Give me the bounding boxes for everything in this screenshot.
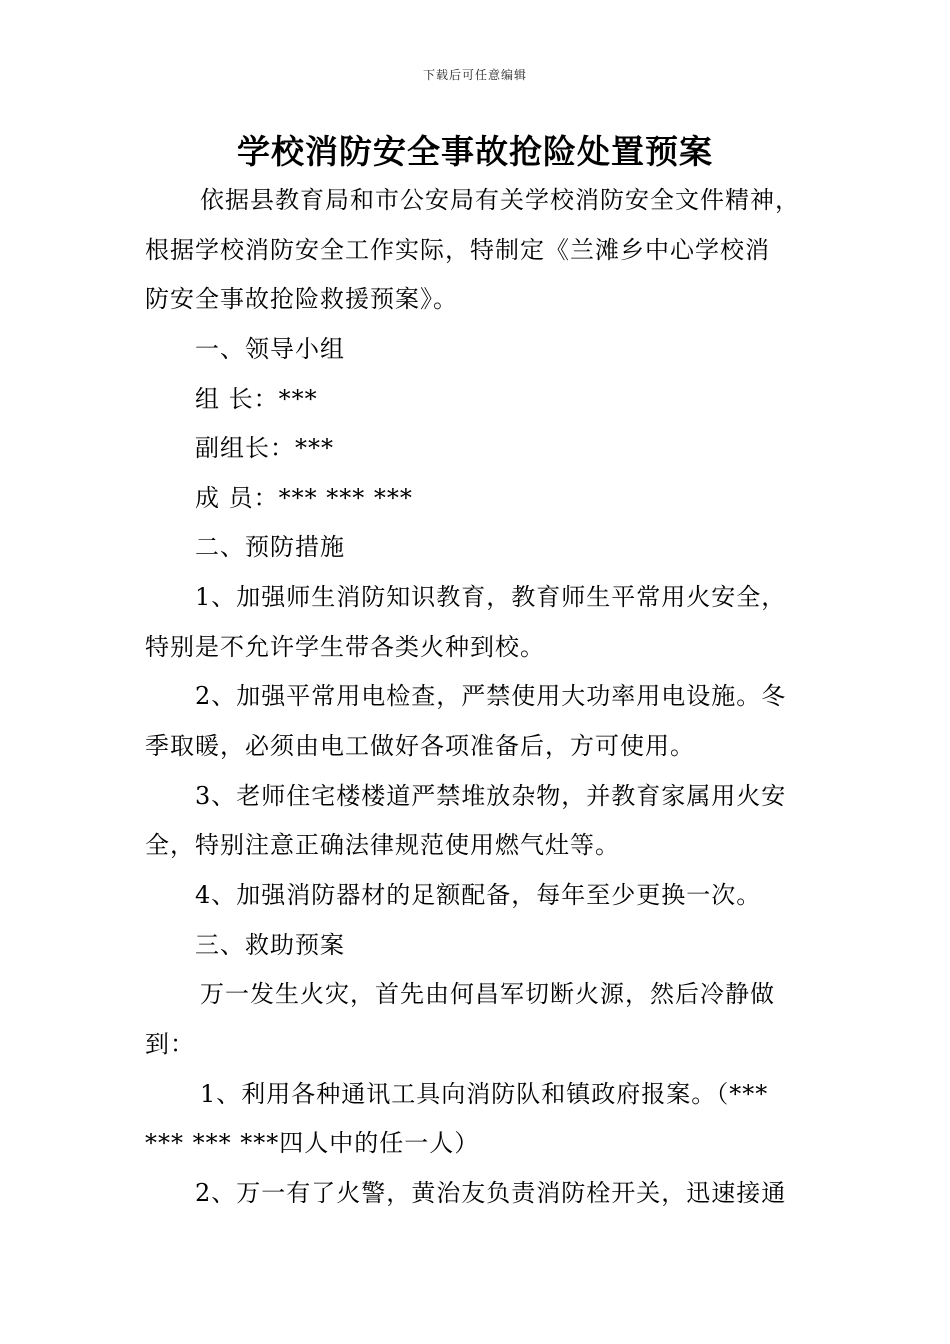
paragraph-line: 根据学校消防安全工作实际，特制定《兰滩乡中心学校消 bbox=[145, 236, 770, 264]
paragraph-line: 季取暖，必须由电工做好各项准备后，方可使用。 bbox=[145, 732, 695, 760]
paragraph-line: 防安全事故抢险救援预案》。 bbox=[145, 285, 458, 313]
section-heading: 二、预防措施 bbox=[195, 533, 345, 561]
paragraph-line: 4、加强消防器材的足额配备，每年至少更换一次。 bbox=[195, 881, 762, 909]
paragraph-line: 组 长：*** bbox=[195, 385, 318, 413]
paragraph-line: 1、利用各种通讯工具向消防队和镇政府报案。（*** bbox=[200, 1080, 769, 1108]
paragraph-line: 副组长：*** bbox=[195, 434, 334, 462]
paragraph-line: 万一发生火灾，首先由何昌军切断火源，然后冷静做 bbox=[200, 980, 775, 1008]
section-heading: 三、救助预案 bbox=[195, 931, 345, 959]
paragraph-line: 3、老师住宅楼楼道严禁堆放杂物，并教育家属用火安 bbox=[195, 782, 787, 810]
section-heading: 一、领导小组 bbox=[195, 335, 345, 363]
paragraph-line: 2、加强平常用电检查，严禁使用大功率用电设施。冬 bbox=[195, 682, 787, 710]
document-title: 学校消防安全事故抢险处置预案 bbox=[237, 132, 713, 171]
paragraph-line: 特别是不允许学生带各类火种到校。 bbox=[145, 633, 545, 661]
paragraph-line: 依据县教育局和市公安局有关学校消防安全文件精神， bbox=[200, 186, 800, 214]
paragraph-line: 2、万一有了火警，黄治友负责消防栓开关，迅速接通 bbox=[195, 1179, 787, 1207]
header-note: 下载后可任意编辑 bbox=[422, 68, 527, 82]
paragraph-line: 1、加强师生消防知识教育，教育师生平常用火安全， bbox=[195, 583, 787, 611]
paragraph-line: 全，特别注意正确法律规范使用燃气灶等。 bbox=[145, 831, 620, 859]
paragraph-line: *** *** ***四人中的任一人） bbox=[145, 1129, 480, 1157]
paragraph-line: 到： bbox=[145, 1030, 195, 1058]
paragraph-line: 成 员：*** *** *** bbox=[195, 484, 413, 512]
